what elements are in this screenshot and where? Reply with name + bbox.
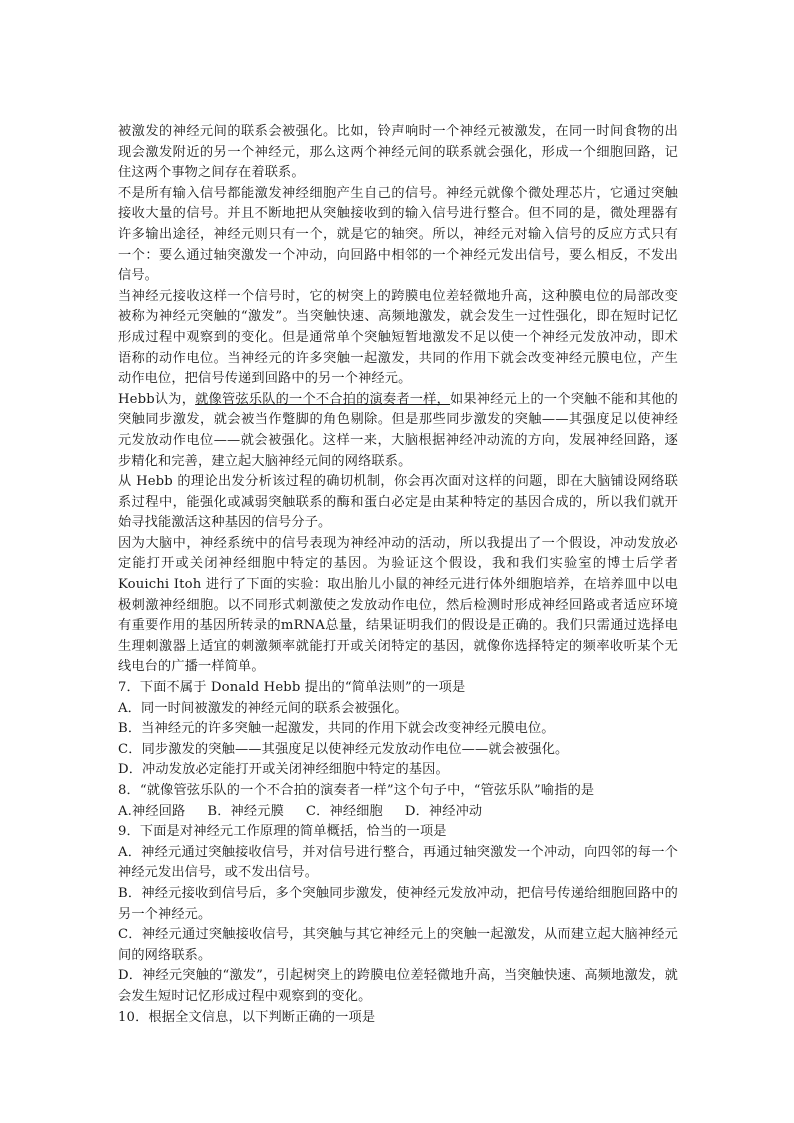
question-10 — [118, 1008, 678, 1029]
document-page — [118, 122, 678, 1028]
question-8-stem: 8．“就像管弦乐队的一个不合拍的演奏者一样”这个句子中，“管弦乐队”喻指的是 — [118, 783, 595, 798]
paragraph-4 — [118, 390, 678, 472]
paragraph-4-prefix: Hebb认为， — [118, 391, 196, 407]
paragraph-3: 当神经元接收这样一个信号时，它的树突上的跨膜电位差轻微地升高，这种膜电位的局部改变被称为神经元突触的“激发”。当突触快速、高频地激发，就会发生一过性强化，即在短时记忆形成过程中观察到的变化。但是通常单个突触短暂地激发不足以使一个神经元发放冲动，即术语称的动作电位。当神经元的许多突触一起激发，共同的作用下就会改变神经元膜电位，产生动作电位，把信号传递到回路中的另一个神经元。 — [118, 288, 678, 387]
question-8-option-b: B．神经元膜 — [207, 803, 284, 819]
paragraph-2: 不是所有输入信号都能激发神经细胞产生自己的信号。神经元就像个微处理芯片，它通过突触接收大量的信号。并且不断地把从突触接收到的输入信号进行整合。但不同的是，微处理器有许多输出途径，神经元则只有一个，就是它的轴突。所以，神经元对输入信号的反应方式只有一个：要么通过轴突激发一个冲动，向回路中相邻的一个神经元发出信号，要么相反，不发出信号。 — [118, 185, 678, 284]
paragraph-6: 因为大脑中，神经系统中的信号表现为神经冲动的活动，所以我提出了一个假设，冲动发放必定能打开或关闭神经细胞中特定的基因。为验证这个假设，我和我们实验室的博士后学者 Kouichi Itoh 进行了下面的实验：取出胎儿小鼠的神经元进行体外细胞培养，在培养皿中以电极刺激神经细胞。以不同形式刺激使之发放动作电位，然后检测时形成神经回路或者适应环境有重要作用的基因所转录的mRNA总量，结果证明我们的假设是正确的。我们只需通过选择电生理刺激器上适宜的刺激频率就能打开或关闭特定的基因，就像你选择特定的频率收听某个无线电台的广播一样简单。 — [118, 535, 678, 675]
question-9-stem: 9．下面是对神经元工作原理的简单概括，恰当的一项是 — [118, 824, 447, 840]
question-9-option-b: B．神经元接收到信号后，多个突触同步激发，使神经元发放冲动，把信号传递给细胞回路中的另一个神经元。 — [118, 885, 678, 922]
question-9-option-a: A．神经元通过突触接收信号，并对信号进行整合，再通过轴突激发一个冲动，向四邻的每一个神经元发出信号，或不发出信号。 — [118, 844, 678, 881]
question-8 — [118, 781, 678, 822]
paragraph-4-underlined: 就像管弦乐队的一个不合拍的演奏者一样， — [195, 391, 451, 407]
question-7-option-c: C．同步激发的突触——其强度足以使神经元发放动作电位——就会被强化。 — [118, 741, 569, 757]
question-8-option-d: D．神经冲动 — [404, 803, 483, 819]
question-8-option-c: C．神经细胞 — [305, 803, 383, 819]
question-7-stem: 7．下面不属于 Donald Hebb 提出的“简单法则”的一项是 — [118, 680, 466, 696]
question-7-option-b: B．当神经元的许多突触一起激发，共同的作用下就会改变神经元膜电位。 — [118, 721, 555, 737]
question-9 — [118, 822, 678, 1007]
paragraph-4-suffix: 如果神经元上的一个突触不能和其他的突触同步激发，就会被当作蹩脚的角色剔除。但是那些同步激发的突触——其强度足以使神经元发放动作电位——就会被强化。这样一来，大脑根据神经冲动流的方向，发展神经回路，逐步精化和完善，建立起大脑神经元间的网络联系。 — [118, 391, 678, 469]
question-8-options — [118, 802, 678, 823]
question-9-option-d: D．神经元突触的“激发”，引起树突上的跨膜电位差轻微地升高，当突触快速、高频地激发，就会发生短时记忆形成过程中观察到的变化。 — [118, 968, 678, 1004]
paragraph-1: 被激发的神经元间的联系会被强化。比如，铃声响时一个神经元被激发，在同一时间食物的出现会激发附近的另一个神经元，那么这两个神经元间的联系就会强化，形成一个细胞回路，记住这两个事物之间存在着联系。 — [118, 124, 678, 181]
question-7-option-d: D．冲动发放必定能打开或关闭神经细胞中特定的基因。 — [118, 762, 449, 778]
question-10-stem: 10．根据全文信息，以下判断正确的一项是 — [118, 1009, 376, 1025]
question-7-option-a: A．同一时间被激发的神经元间的联系会被强化。 — [118, 700, 408, 716]
paragraph-5: 从 Hebb 的理论出发分析该过程的确切机制，你会再次面对这样的问题，即在大脑铺设网络联系过程中，能强化或减弱突触联系的酶和蛋白必定是由某种特定的基因合成的，所以我们就开始寻找能激活这种基因的信号分子。 — [118, 474, 678, 531]
question-8-option-a: A.神经回路 — [118, 803, 186, 819]
question-9-option-c: C．神经元通过突触接收信号，其突触与其它神经元上的突触一起激发，从而建立起大脑神经元间的网络联系。 — [118, 927, 678, 963]
question-7 — [118, 678, 678, 781]
